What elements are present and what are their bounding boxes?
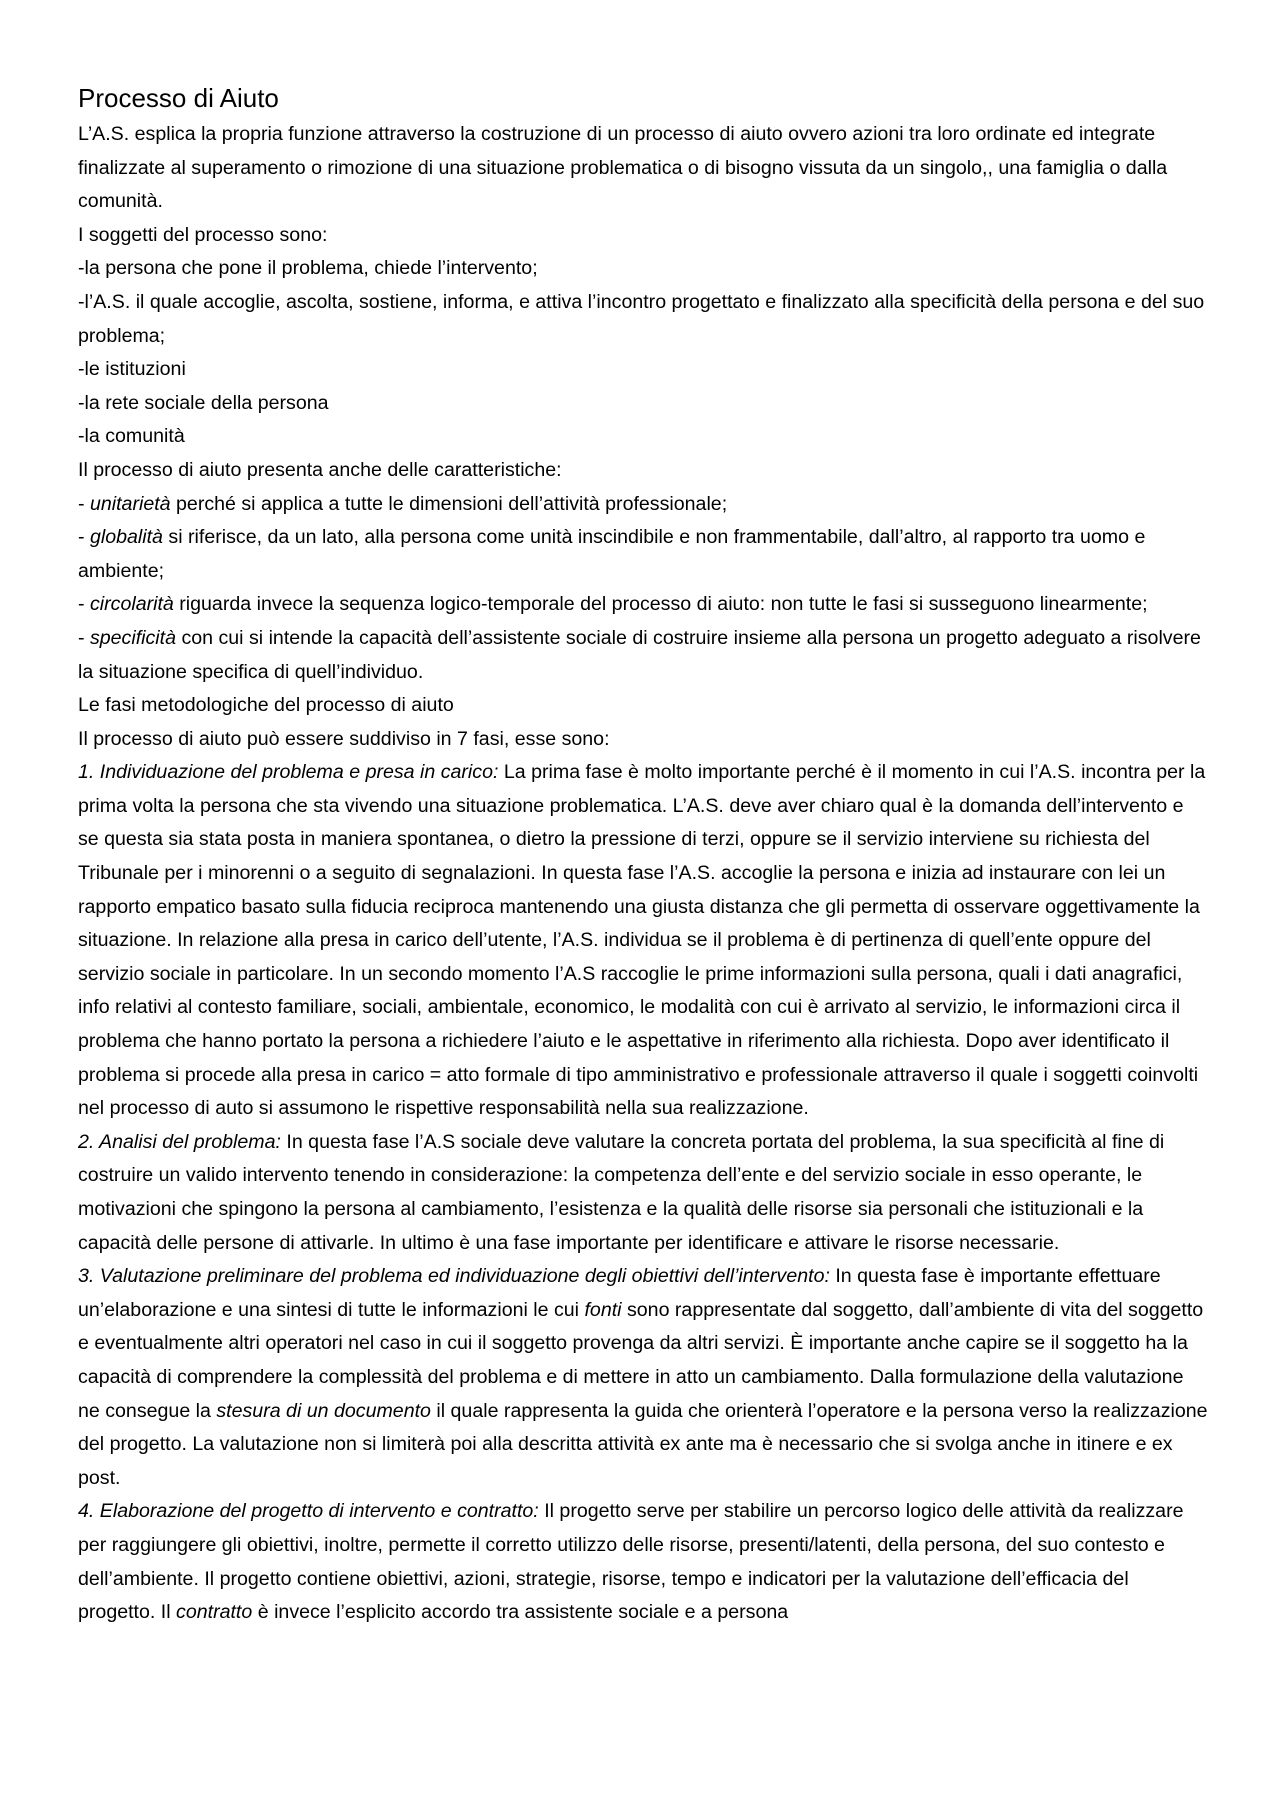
page-title: Processo di Aiuto <box>78 83 279 113</box>
intro-paragraph: L’A.S. esplica la propria funzione attraverso la costruzione di un processo di aiuto ovvero azioni tra loro ordinate ed integrate finalizzate al superamento o rimozione di una situazione problematica o di bisogno vissuta da un singolo,, una famiglia o dalla comunità. <box>78 123 1168 213</box>
phase-2-label: 2. Analisi del problema: <box>78 1130 281 1153</box>
phase-3-emphasis: stesura di un documento <box>216 1399 431 1422</box>
characteristic-text: si riferisce, da un lato, alla persona come unità inscindibile e non frammentabile, dall’altro, al rapporto tra uomo e ambiente; <box>78 526 1146 582</box>
phase-3-text: In questa fase è importante effettuare un’elaborazione e una sintesi di tutte le informazioni le cui <box>78 1265 1161 1321</box>
phase-4-emphasis: contratto <box>176 1601 253 1624</box>
phase-4-paragraph <box>78 1495 1208 1629</box>
phase-3-text: sono rappresentate dal soggetto, dall’ambiente di vita del soggetto e eventualmente altri operatori nel caso in cui il soggetto provenga da altri servizi. È importante anche capire se il soggetto ha la capacità di comprendere la complessità del problema e di mettere in atto un cambiamento. Dalla formulazione della valutazione ne consegue la <box>78 1298 1204 1422</box>
characteristic-term: specificità <box>89 626 176 649</box>
subject-item: -la comunità <box>78 425 185 448</box>
subject-item: -la rete sociale della persona <box>78 391 329 414</box>
characteristic-item <box>78 588 1208 622</box>
phase-3-label: 3. Valutazione preliminare del problema ed individuazione degli obiettivi dell’intervento: <box>78 1265 830 1288</box>
characteristic-text: riguarda invece la sequenza logico-temporale del processo di aiuto: non tutte le fasi si susseguono linearmente; <box>173 593 1148 616</box>
phase-3-paragraph <box>78 1260 1208 1495</box>
characteristic-item <box>78 488 1208 522</box>
characteristic-prefix: - <box>78 626 90 649</box>
subject-item: -la persona che pone il problema, chiede l’intervento; <box>78 257 538 280</box>
characteristic-term: circolarità <box>89 593 174 616</box>
phases-heading: Le fasi metodologiche del processo di aiuto <box>78 694 454 717</box>
characteristic-prefix: - <box>78 492 90 515</box>
phase-1-label: 1. Individuazione del problema e presa in carico: <box>78 761 499 784</box>
phases-intro: Il processo di aiuto può essere suddiviso in 7 fasi, esse sono: <box>78 727 610 750</box>
phase-1-paragraph <box>78 756 1208 1126</box>
characteristic-prefix: - <box>78 593 90 616</box>
characteristic-text: con cui si intende la capacità dell’assistente sociale di costruire insieme alla persona un progetto adeguato a risolvere la situazione specifica di quell’individuo. <box>78 626 1201 683</box>
characteristic-term: unitarietà <box>89 492 171 515</box>
subject-item: -le istituzioni <box>78 358 186 381</box>
characteristic-item <box>78 622 1208 689</box>
phase-1-text: La prima fase è molto importante perché è il momento in cui l’A.S. incontra per la prima volta la persona che sta vivendo una situazione problematica. L’A.S. deve aver chiaro qual è la domanda dell’intervento e se questa sia stata posta in maniera spontanea, o dietro la pressione di terzi, oppure se il servizio interviene su richiesta del Tribunale per i minorenni o a seguito di segnalazioni. In questa fase l’A.S. accoglie la persona e inizia ad instaurare con lei un rapporto empatico basato sulla fiducia reciproca mantenendo una giusta distanza che gli permetta di osservare oggettivamente la situazione. In relazione alla presa in carico dell’utente, l’A.S. individua se il problema è di pertinenza di quell’ente oppure del servizio sociale in particolare. In un secondo momento l’A.S raccoglie le prime informazioni sulla persona, quali i dati anagrafici, info relativi al contesto familiare, sociali, ambientale, economico, le modalità con cui è arrivato al servizio, le informazioni circa il problema che hanno portato la persona a richiedere l’aiuto e le aspettative in riferimento alla richiesta. Dopo aver identificato il problema si procede alla presa in carico = atto formale di tipo amministrativo e professionale attraverso il quale i soggetti coinvolti nel processo di auto si assumono le rispettive responsabilità nella sua realizzazione. <box>78 761 1206 1120</box>
subjects-heading: I soggetti del processo sono: <box>78 223 328 246</box>
characteristic-text: perché si applica a tutte le dimensioni dell’attività professionale; <box>170 492 728 515</box>
phase-2-paragraph <box>78 1126 1208 1260</box>
phase-2-text: In questa fase l’A.S sociale deve valutare la concreta portata del problema, la sua specificità al fine di costruire un valido intervento tenendo in considerazione: la competenza dell’ente e del servizio sociale in esso operante, le motivazioni che spingono la persona al cambiamento, l’esistenza e la qualità delle risorse sia personali che istituzionali e la capacità delle persone di attivarle. In ultimo è una fase importante per identificare e attivare le risorse necessarie. <box>78 1130 1165 1254</box>
phase-4-text: Il progetto serve per stabilire un percorso logico delle attività da realizzare per raggiungere gli obiettivi, inoltre, permette il corretto utilizzo delle risorse, presenti/latenti, della persona, del suo contesto e dell’ambiente. Il progetto contiene obiettivi, azioni, strategie, risorse, tempo e indicatori per la valutazione dell’efficacia del progetto. Il <box>78 1500 1184 1624</box>
phase-3-emphasis: fonti <box>584 1298 622 1321</box>
phase-4-text: è invece l’esplicito accordo tra assistente sociale e a persona <box>252 1601 789 1624</box>
phase-4-label: 4. Elaborazione del progetto di intervento e contratto: <box>78 1500 539 1523</box>
subject-item: -l’A.S. il quale accoglie, ascolta, sostiene, informa, e attiva l’incontro progettato e finalizzato alla specificità della persona e del suo problema; <box>78 290 1205 347</box>
characteristic-item <box>78 521 1208 588</box>
phase-3-text: il quale rappresenta la guida che orienterà l’operatore e la persona verso la realizzazione del progetto. La valutazione non si limiterà poi alla descritta attività ex ante ma è necessario che si svolga anche in itinere e ex post. <box>78 1399 1208 1489</box>
characteristic-term: globalità <box>89 526 163 549</box>
document-body <box>78 118 1208 1630</box>
characteristic-prefix: - <box>78 526 90 549</box>
characteristics-heading: Il processo di aiuto presenta anche delle caratteristiche: <box>78 458 562 481</box>
